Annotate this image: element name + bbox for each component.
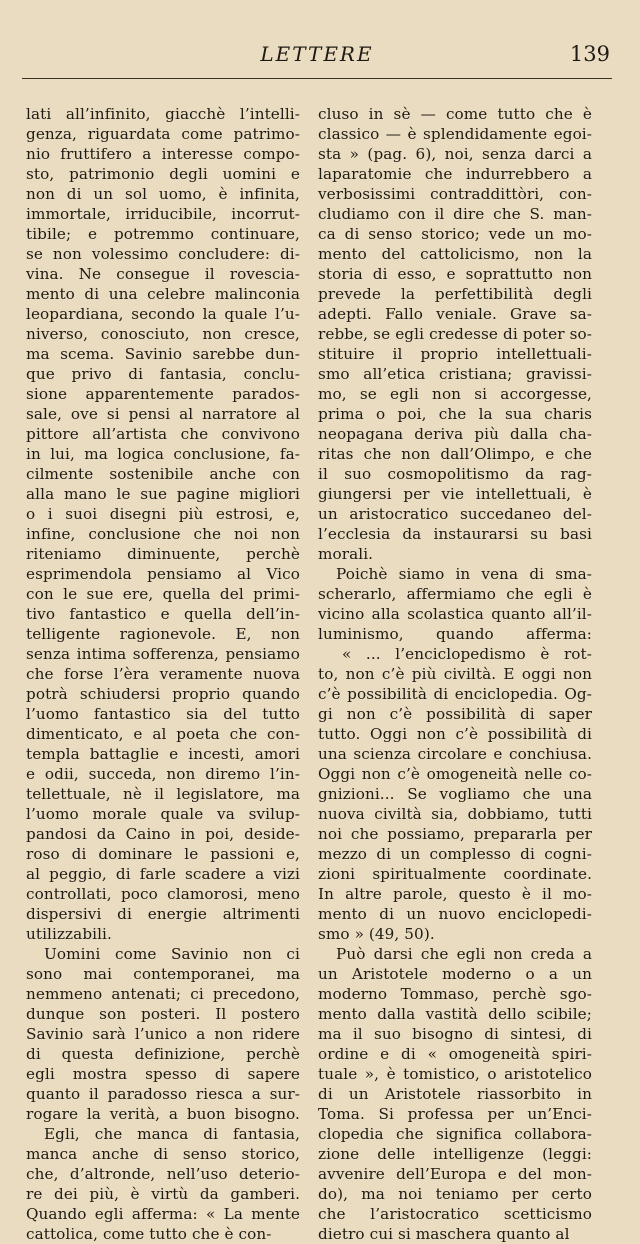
text-line: mento di un nuovo enciclopedi- bbox=[318, 905, 592, 923]
text-line: Uomini come Savinio non ci bbox=[44, 945, 300, 963]
text-line: laparatomie che indurrebbero a bbox=[318, 165, 592, 183]
text-line: luminismo, quando afferma: bbox=[318, 625, 592, 643]
text-line: di questa definizione, perchè bbox=[26, 1045, 300, 1063]
text-line: nuova civiltà sia, dobbiamo, tutti bbox=[318, 805, 592, 823]
text-line: lati all’infinito, giacchè l’intelli- bbox=[26, 105, 300, 123]
text-line: Toma. Si professa per un’Enci- bbox=[318, 1105, 592, 1123]
running-title: LETTERE bbox=[260, 42, 374, 66]
text-line: e odii, succeda, non diremo l’in- bbox=[26, 765, 300, 783]
text-line: smo all’etica cristiana; gravissi- bbox=[318, 365, 592, 383]
text-line: Egli, che manca di fantasia, bbox=[44, 1125, 300, 1143]
text-line: Savinio sarà l’unico a non ridere bbox=[26, 1025, 300, 1043]
text-line: esprimendola pensiamo al Vico bbox=[26, 565, 300, 583]
text-line: che l’aristocratico scetticismo bbox=[318, 1205, 592, 1223]
text-line: una scienza circolare e conchiusa. bbox=[318, 745, 592, 763]
text-line: egli mostra spesso di sapere bbox=[26, 1065, 300, 1083]
text-line: telligente ragionevole. E, non bbox=[26, 625, 300, 643]
text-line: do), ma noi teniamo per certo bbox=[318, 1185, 592, 1203]
text-line: controllati, poco clamorosi, meno bbox=[26, 885, 300, 903]
text-line: dietro cui si maschera quanto al bbox=[318, 1225, 570, 1243]
text-line: morali. bbox=[318, 545, 374, 563]
text-line: genza, riguardata come patrimo- bbox=[26, 125, 300, 143]
text-line: ma il suo bisogno di sintesi, di bbox=[318, 1025, 592, 1043]
text-line: Oggi non c’è omogeneità nelle co- bbox=[318, 765, 592, 783]
text-line: o i suoi disegni più estrosi, e, bbox=[26, 505, 300, 523]
text-line: in lui, ma logica conclusione, fa- bbox=[26, 445, 300, 463]
text-line: mo, se egli non si accorgesse, bbox=[318, 385, 592, 403]
text-line: nemmeno antenati; ci precedono, bbox=[26, 985, 300, 1003]
text-line: cluso in sè — come tutto che è bbox=[318, 105, 592, 123]
text-line: mento dalla vastità dello scibile; bbox=[318, 1005, 592, 1023]
text-line: tellettuale, nè il legislatore, ma bbox=[26, 785, 300, 803]
text-line: cludiamo con il dire che S. man- bbox=[318, 205, 592, 223]
text-line: storia di esso, e soprattutto non bbox=[318, 265, 592, 283]
page-header bbox=[22, 38, 612, 78]
text-line: potrà schiudersi proprio quando bbox=[26, 685, 300, 703]
text-line: sono mai contemporanei, ma bbox=[26, 965, 300, 983]
text-line: gnizioni... Se vogliamo che una bbox=[318, 785, 592, 803]
text-line: In altre parole, questo è il mo- bbox=[318, 885, 592, 903]
text-line: templa battaglie e incesti, amori bbox=[26, 745, 300, 763]
text-line: avvenire dell’Europa e del mon- bbox=[318, 1165, 592, 1183]
text-line: ma scema. Savinio sarebbe dun- bbox=[26, 345, 300, 363]
text-line: nio fruttifero a interesse compo- bbox=[26, 145, 300, 163]
text-line: tivo fantastico e quella dell’in- bbox=[26, 605, 300, 623]
text-line: se non volessimo concludere: di- bbox=[26, 245, 300, 263]
text-line: ca di senso storico; vede un mo- bbox=[318, 225, 592, 243]
text-line: non di un sol uomo, è infinita, bbox=[26, 185, 300, 203]
text-line: classico — è splendidamente egoi- bbox=[318, 125, 592, 143]
text-line: cilmente sostenibile anche con bbox=[26, 465, 300, 483]
text-line: l’uomo morale quale va svilup- bbox=[26, 805, 300, 823]
text-line: ritas che non dall’Olimpo, e che bbox=[318, 445, 592, 463]
left-column bbox=[26, 104, 300, 1243]
text-line: quanto il paradosso riesca a sur- bbox=[26, 1085, 300, 1103]
text-line: utilizzabili. bbox=[26, 925, 112, 943]
text-line: « ... l’enciclopedismo è rot- bbox=[342, 645, 592, 663]
text-line: moderno Tommaso, perchè sgo- bbox=[318, 985, 592, 1003]
text-line: l’uomo fantastico sia del tutto bbox=[26, 705, 300, 723]
text-line: al peggio, di farle scadere a vizi bbox=[26, 865, 300, 883]
text-line: Quando egli afferma: « La mente bbox=[26, 1205, 300, 1223]
text-line: dunque son posteri. Il postero bbox=[26, 1005, 300, 1023]
text-line: smo » (49, 50). bbox=[318, 925, 435, 943]
text-line: pandosi da Caino in poi, deside- bbox=[26, 825, 300, 843]
text-line: leopardiana, secondo la quale l’u- bbox=[26, 305, 300, 323]
text-line: con le sue ere, quella del primi- bbox=[26, 585, 300, 603]
text-line: ordine e di « omogeneità spiri- bbox=[318, 1045, 592, 1063]
text-line: mento di una celebre malinconia bbox=[26, 285, 300, 303]
text-line: pittore all’artista che convivono bbox=[26, 425, 300, 443]
text-line: giungersi per vie intellettuali, è bbox=[318, 485, 592, 503]
text-line: re dei più, è virtù da gamberi. bbox=[26, 1185, 300, 1203]
text-line: immortale, irriducibile, incorrut- bbox=[26, 205, 300, 223]
text-line: prevede la perfettibilità degli bbox=[318, 285, 592, 303]
text-line: manca anche di senso storico, bbox=[26, 1145, 300, 1163]
text-line: vicino alla scolastica quanto all’il- bbox=[318, 605, 592, 623]
text-line: clopedia che significa collabora- bbox=[318, 1125, 592, 1143]
text-line: tibile; e potremmo continuare, bbox=[26, 225, 300, 243]
text-line: sta » (pag. 6), noi, senza darci a bbox=[318, 145, 592, 163]
text-line: un aristocratico succedaneo del- bbox=[318, 505, 592, 523]
text-line: un Aristotele moderno o a un bbox=[318, 965, 592, 983]
text-line: noi che possiamo, prepararla per bbox=[318, 825, 592, 843]
header-rule bbox=[22, 78, 612, 79]
text-line: Poichè siamo in vena di sma- bbox=[336, 565, 592, 583]
text-line: senza intima sofferenza, pensiamo bbox=[26, 645, 300, 663]
text-line: il suo cosmopolitismo da rag- bbox=[318, 465, 592, 483]
text-line: sale, ove si pensi al narratore al bbox=[26, 405, 300, 423]
text-line: c’è possibilità di enciclopedia. Og- bbox=[318, 685, 592, 703]
text-line: rebbe, se egli credesse di poter so- bbox=[318, 325, 592, 343]
text-line: que privo di fantasia, conclu- bbox=[26, 365, 300, 383]
text-line: prima o poi, che la sua charis bbox=[318, 405, 592, 423]
text-line: rogare la verità, a buon bisogno. bbox=[26, 1105, 300, 1123]
text-line: cattolica, come tutto che è con- bbox=[26, 1225, 272, 1243]
text-line: tuale », è tomistico, o aristotelico bbox=[318, 1065, 592, 1083]
text-line: Può darsi che egli non creda a bbox=[336, 945, 592, 963]
text-line: zione delle intelligenze (leggi: bbox=[318, 1145, 592, 1163]
text-line: neopagana deriva più dalla cha- bbox=[318, 425, 592, 443]
text-line: scherarlo, affermiamo che egli è bbox=[318, 585, 592, 603]
text-line: niverso, conosciuto, non cresce, bbox=[26, 325, 300, 343]
text-line: riteniamo diminuente, perchè bbox=[26, 545, 300, 563]
text-line: di un Aristotele riassorbito in bbox=[318, 1085, 592, 1103]
text-line: dispersivi di energie altrimenti bbox=[26, 905, 300, 923]
right-column bbox=[318, 104, 592, 1243]
text-line: adepti. Fallo veniale. Grave sa- bbox=[318, 305, 592, 323]
text-line: zioni spiritualmente coordinate. bbox=[318, 865, 592, 883]
text-line: verbosissimi contraddittòri, con- bbox=[318, 185, 592, 203]
text-line: sione apparentemente parados- bbox=[26, 385, 300, 403]
text-line: sto, patrimonio degli uomini e bbox=[26, 165, 300, 183]
text-line: roso di dominare le passioni e, bbox=[26, 845, 300, 863]
text-line: tutto. Oggi non c’è possibilità di bbox=[318, 725, 592, 743]
text-line: che forse l’èra veramente nuova bbox=[26, 665, 300, 683]
text-line: che, d’altronde, nell’uso deterio- bbox=[26, 1165, 300, 1183]
text-line: infine, conclusione che noi non bbox=[26, 525, 300, 543]
text-line: to, non c’è più civiltà. E oggi non bbox=[318, 665, 592, 683]
text-line: stituire il proprio intellettuali- bbox=[318, 345, 592, 363]
text-line: mento del cattolicismo, non la bbox=[318, 245, 592, 263]
text-line: mezzo di un complesso di cogni- bbox=[318, 845, 592, 863]
text-line: dimenticato, e al poeta che con- bbox=[26, 725, 300, 743]
text-line: l’ecclesia da instaurarsi su basi bbox=[318, 525, 592, 543]
text-line: gi non c’è possibilità di saper bbox=[318, 705, 592, 723]
text-line: vina. Ne consegue il rovescia- bbox=[26, 265, 300, 283]
text-line: alla mano le sue pagine migliori bbox=[26, 485, 300, 503]
page-number: 139 bbox=[569, 42, 610, 66]
